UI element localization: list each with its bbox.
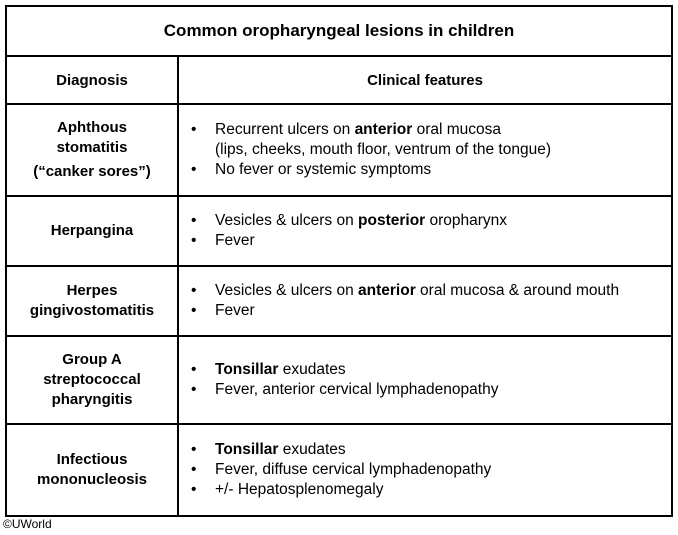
diagnosis-line: Group A — [62, 351, 122, 368]
bullet-icon: • — [191, 461, 197, 478]
feature-text: No fever or systemic symptoms — [215, 161, 432, 178]
oropharyngeal-lesions-table — [5, 5, 673, 517]
feature-item — [191, 231, 671, 251]
feature-item — [191, 480, 671, 500]
feature-text: Vesicles & ulcers on — [215, 282, 359, 299]
feature-emphasis: Tonsillar — [215, 361, 279, 378]
feature-text: Fever, diffuse cervical lymphadenopathy — [215, 461, 492, 478]
feature-item — [191, 160, 671, 180]
bullet-icon: • — [191, 381, 197, 398]
feature-text: oral mucosa & around mouth — [415, 282, 620, 299]
diagnosis-cell — [6, 196, 178, 266]
feature-list — [191, 440, 671, 500]
table-row — [6, 196, 672, 266]
feature-item — [191, 360, 671, 380]
header-diagnosis: Diagnosis — [6, 56, 178, 104]
copyright-notice: ©UWorld — [3, 517, 52, 531]
diagnosis-line: Infectious — [56, 451, 128, 468]
diagnosis-cell — [6, 104, 178, 196]
bullet-icon: • — [191, 481, 197, 498]
feature-item — [191, 440, 671, 460]
feature-list — [191, 120, 671, 180]
feature-text: exudates — [278, 441, 346, 458]
feature-text: Recurrent ulcers on — [215, 121, 355, 138]
diagnosis-line: gingivostomatitis — [29, 302, 155, 319]
feature-item — [191, 211, 671, 231]
feature-text: oropharynx — [425, 212, 508, 229]
header-clinical-features: Clinical features — [178, 56, 672, 104]
clinical-features-cell — [178, 336, 672, 424]
table-title: Common oropharyngeal lesions in children — [6, 6, 672, 56]
table-row — [6, 104, 672, 196]
bullet-icon: • — [191, 161, 197, 178]
diagnosis-line: pharyngitis — [51, 391, 133, 408]
feature-emphasis: anterior — [358, 282, 416, 299]
table-body — [6, 104, 672, 516]
diagnosis-line: streptococcal — [43, 371, 141, 388]
diagnosis-line: mononucleosis — [36, 471, 148, 488]
header-row — [6, 56, 672, 104]
table-row — [6, 424, 672, 516]
diagnosis-cell — [6, 336, 178, 424]
bullet-icon: • — [191, 302, 197, 319]
feature-item — [191, 281, 671, 301]
title-row — [6, 6, 672, 56]
clinical-features-cell — [178, 266, 672, 336]
feature-list — [191, 281, 671, 321]
table-row — [6, 336, 672, 424]
feature-continuation: (lips, cheeks, mouth floor, ventrum of the tongue) — [215, 141, 552, 158]
feature-emphasis: posterior — [358, 212, 426, 229]
feature-text: +/- Hepatosplenomegaly — [215, 481, 384, 498]
diagnosis-line: Aphthous — [57, 119, 127, 136]
bullet-icon: • — [191, 212, 197, 229]
feature-text: Vesicles & ulcers on — [215, 212, 359, 229]
diagnosis-cell — [6, 266, 178, 336]
feature-list — [191, 211, 671, 251]
feature-item — [191, 301, 671, 321]
diagnosis-line: Herpes — [66, 282, 118, 299]
feature-emphasis: anterior — [354, 121, 413, 138]
feature-list — [191, 360, 671, 400]
clinical-features-cell — [178, 424, 672, 516]
table-row — [6, 266, 672, 336]
diagnosis-line: stomatitis — [56, 139, 128, 156]
feature-text: Fever — [215, 232, 255, 249]
bullet-icon: • — [191, 361, 197, 378]
feature-text: exudates — [278, 361, 346, 378]
feature-text: Fever — [215, 302, 255, 319]
bullet-icon: • — [191, 232, 197, 249]
diagnosis-cell — [6, 424, 178, 516]
feature-text: oral mucosa — [412, 121, 502, 138]
feature-emphasis: Tonsillar — [215, 441, 279, 458]
bullet-icon: • — [191, 121, 197, 138]
feature-item — [191, 460, 671, 480]
feature-text: Fever, anterior cervical lymphadenopathy — [215, 381, 499, 398]
bullet-icon: • — [191, 282, 197, 299]
diagnosis-line: (“canker sores”) — [33, 163, 151, 180]
diagnosis-line: Herpangina — [50, 222, 134, 239]
clinical-features-cell — [178, 104, 672, 196]
bullet-icon: • — [191, 441, 197, 458]
clinical-features-cell — [178, 196, 672, 266]
feature-item — [191, 380, 671, 400]
feature-item — [191, 120, 671, 140]
